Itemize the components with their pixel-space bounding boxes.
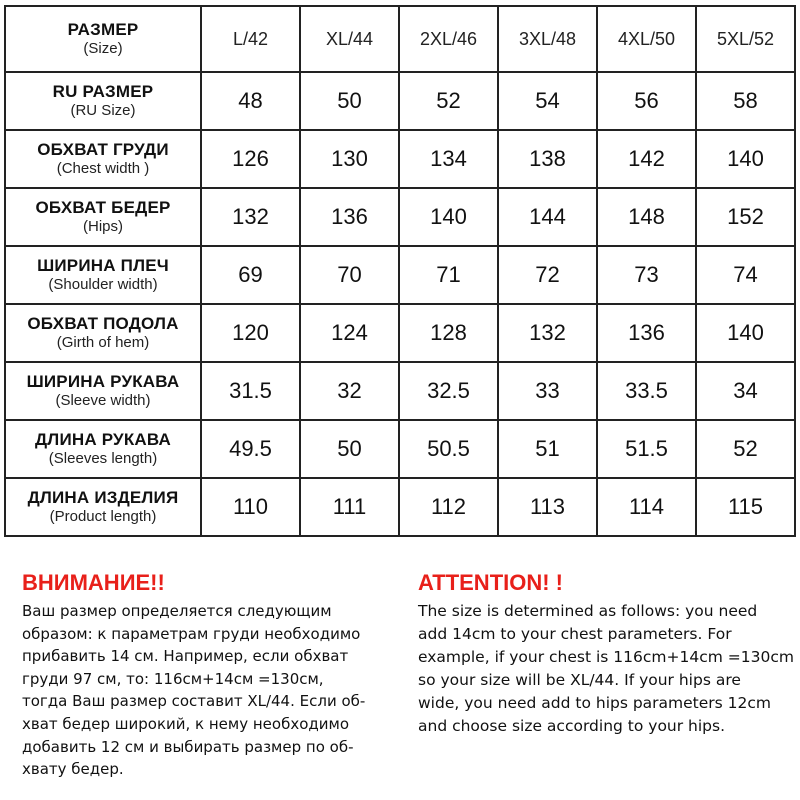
measurement-value: 69 (238, 262, 263, 287)
size-label: 2XL/46 (419, 28, 478, 49)
measurement-value: 71 (436, 262, 461, 287)
attention-text-ru: Ваш размер определяется следующим образом: к параметрам груди необходимо прибавить 14 см. Например, если обхват груди 97 см, то: 116см+14см =130см, тогда Ваш размер составит XL/44. Если об- хват бедер широкий, к нему необходимо добавить 12 см и выбирать размер по об- хвату бедер. (22, 602, 366, 779)
measurement-value: 136 (628, 320, 665, 345)
measurement-value: 32.5 (427, 378, 470, 403)
value-cell (696, 304, 795, 362)
size-header-cell (399, 6, 498, 72)
measurement-value: 74 (733, 262, 758, 287)
param-subtitle: (Sleeve width) (55, 392, 151, 409)
measurement-value: 128 (430, 320, 467, 345)
param-label-cell (5, 188, 201, 246)
param-title: ШИРИНА ПЛЕЧ (37, 256, 169, 275)
measurement-value: 120 (232, 320, 269, 345)
measurement-value: 50 (337, 88, 362, 113)
size-label: 4XL/50 (617, 28, 676, 49)
measurement-value: 140 (430, 204, 467, 229)
param-label-cell (5, 304, 201, 362)
value-cell (498, 72, 597, 130)
value-cell (498, 362, 597, 420)
measurement-value: 140 (727, 146, 764, 171)
measurement-value: 134 (430, 146, 467, 171)
value-cell (201, 362, 300, 420)
size-header-cell (696, 6, 795, 72)
value-cell (201, 188, 300, 246)
param-subtitle: (Chest width ) (56, 160, 150, 177)
measurement-value: 126 (232, 146, 269, 171)
table-row (5, 72, 795, 130)
value-cell (597, 246, 696, 304)
measurement-value: 49.5 (229, 436, 272, 461)
table-row (5, 420, 795, 478)
measurement-value: 34 (733, 378, 758, 403)
size-label: L/42 (232, 28, 269, 49)
measurement-value: 111 (332, 494, 367, 519)
value-cell (597, 362, 696, 420)
attention-title-en: ATTENTION! ! (418, 570, 564, 595)
measurement-value: 132 (529, 320, 566, 345)
measurement-value: 58 (733, 88, 758, 113)
param-label-cell (5, 246, 201, 304)
value-cell (498, 246, 597, 304)
value-cell (300, 304, 399, 362)
param-subtitle: (Product length) (49, 508, 157, 525)
param-label-cell (5, 72, 201, 130)
param-label-cell (5, 362, 201, 420)
value-cell (300, 72, 399, 130)
measurement-value: 50.5 (427, 436, 470, 461)
value-cell (399, 130, 498, 188)
value-cell (300, 246, 399, 304)
value-cell (597, 420, 696, 478)
measurement-value: 144 (529, 204, 566, 229)
table-row (5, 362, 795, 420)
note-russian (22, 566, 410, 781)
param-subtitle: (Sleeves length) (48, 450, 158, 467)
size-header-cell (597, 6, 696, 72)
measurement-value: 52 (436, 88, 461, 113)
size-chart-body (5, 6, 795, 536)
table-row (5, 304, 795, 362)
measurement-value: 70 (337, 262, 362, 287)
value-cell (399, 188, 498, 246)
value-cell (597, 304, 696, 362)
param-title: ДЛИНА РУКАВА (35, 430, 171, 449)
notes-section (0, 566, 800, 800)
measurement-value: 140 (727, 320, 764, 345)
measurement-value: 113 (529, 494, 566, 519)
header-label-cell (5, 6, 201, 72)
header-subtitle: (Size) (83, 40, 123, 57)
value-cell (498, 130, 597, 188)
value-cell (597, 188, 696, 246)
attention-text-en: The size is determined as follows: you need add 14cm to your chest parameters. For example, if your chest is 116cm+14cm =130cm so your size will be XL/44. If your hips are wide, you need add to hips parameters 12cm and choose size according to your hips. (418, 602, 794, 735)
value-cell (201, 246, 300, 304)
size-chart-table (4, 5, 796, 537)
measurement-value: 152 (727, 204, 764, 229)
value-cell (696, 478, 795, 536)
measurement-value: 32 (337, 378, 362, 403)
value-cell (597, 478, 696, 536)
value-cell (300, 130, 399, 188)
param-subtitle: (Hips) (83, 218, 123, 235)
measurement-value: 31.5 (229, 378, 272, 403)
measurement-value: 72 (535, 262, 560, 287)
size-header-cell (498, 6, 597, 72)
value-cell (696, 362, 795, 420)
table-row (5, 188, 795, 246)
value-cell (201, 304, 300, 362)
value-cell (300, 362, 399, 420)
measurement-value: 48 (238, 88, 263, 113)
measurement-value: 56 (634, 88, 659, 113)
measurement-value: 136 (331, 204, 368, 229)
size-header-cell (201, 6, 300, 72)
value-cell (696, 72, 795, 130)
value-cell (201, 130, 300, 188)
table-row (5, 478, 795, 536)
measurement-value: 54 (535, 88, 560, 113)
measurement-value: 52 (733, 436, 758, 461)
param-subtitle: (RU Size) (70, 102, 136, 119)
value-cell (498, 420, 597, 478)
value-cell (201, 420, 300, 478)
param-title: ОБХВАТ ПОДОЛА (27, 314, 179, 333)
measurement-value: 112 (430, 494, 467, 519)
measurement-value: 51.5 (625, 436, 668, 461)
measurement-value: 132 (232, 204, 269, 229)
param-title: ДЛИНА ИЗДЕЛИЯ (27, 488, 179, 507)
value-cell (597, 130, 696, 188)
value-cell (498, 478, 597, 536)
param-label-cell (5, 478, 201, 536)
param-subtitle: (Girth of hem) (56, 334, 150, 351)
measurement-value: 114 (628, 494, 665, 519)
param-title: ОБХВАТ БЕДЕР (35, 198, 171, 217)
measurement-value: 138 (529, 146, 566, 171)
note-english (418, 566, 796, 738)
measurement-value: 124 (331, 320, 368, 345)
size-label: XL/44 (325, 28, 374, 49)
value-cell (498, 304, 597, 362)
value-cell (300, 420, 399, 478)
value-cell (399, 304, 498, 362)
value-cell (399, 362, 498, 420)
value-cell (597, 72, 696, 130)
value-cell (399, 420, 498, 478)
table-row (5, 246, 795, 304)
size-label: 5XL/52 (716, 28, 775, 49)
header-row (5, 6, 795, 72)
measurement-value: 51 (535, 436, 560, 461)
param-title: RU РАЗМЕР (52, 82, 154, 101)
param-subtitle: (Shoulder width) (48, 276, 158, 293)
size-header-cell (300, 6, 399, 72)
value-cell (399, 72, 498, 130)
measurement-value: 33.5 (625, 378, 668, 403)
measurement-value: 130 (331, 146, 368, 171)
value-cell (696, 420, 795, 478)
table-row (5, 130, 795, 188)
param-title: ОБХВАТ ГРУДИ (37, 140, 169, 159)
attention-title-ru: ВНИМАНИЕ!! (22, 570, 165, 595)
value-cell (399, 246, 498, 304)
param-label-cell (5, 130, 201, 188)
measurement-value: 50 (337, 436, 362, 461)
header-title: РАЗМЕР (67, 20, 139, 39)
value-cell (300, 188, 399, 246)
value-cell (300, 478, 399, 536)
value-cell (498, 188, 597, 246)
measurement-value: 115 (727, 494, 764, 519)
value-cell (399, 478, 498, 536)
measurement-value: 33 (535, 378, 560, 403)
param-title: ШИРИНА РУКАВА (26, 372, 180, 391)
value-cell (201, 478, 300, 536)
size-label: 3XL/48 (518, 28, 577, 49)
value-cell (201, 72, 300, 130)
measurement-value: 73 (634, 262, 659, 287)
param-label-cell (5, 420, 201, 478)
value-cell (696, 246, 795, 304)
measurement-value: 148 (628, 204, 665, 229)
value-cell (696, 130, 795, 188)
measurement-value: 110 (232, 494, 269, 519)
value-cell (696, 188, 795, 246)
measurement-value: 142 (628, 146, 665, 171)
